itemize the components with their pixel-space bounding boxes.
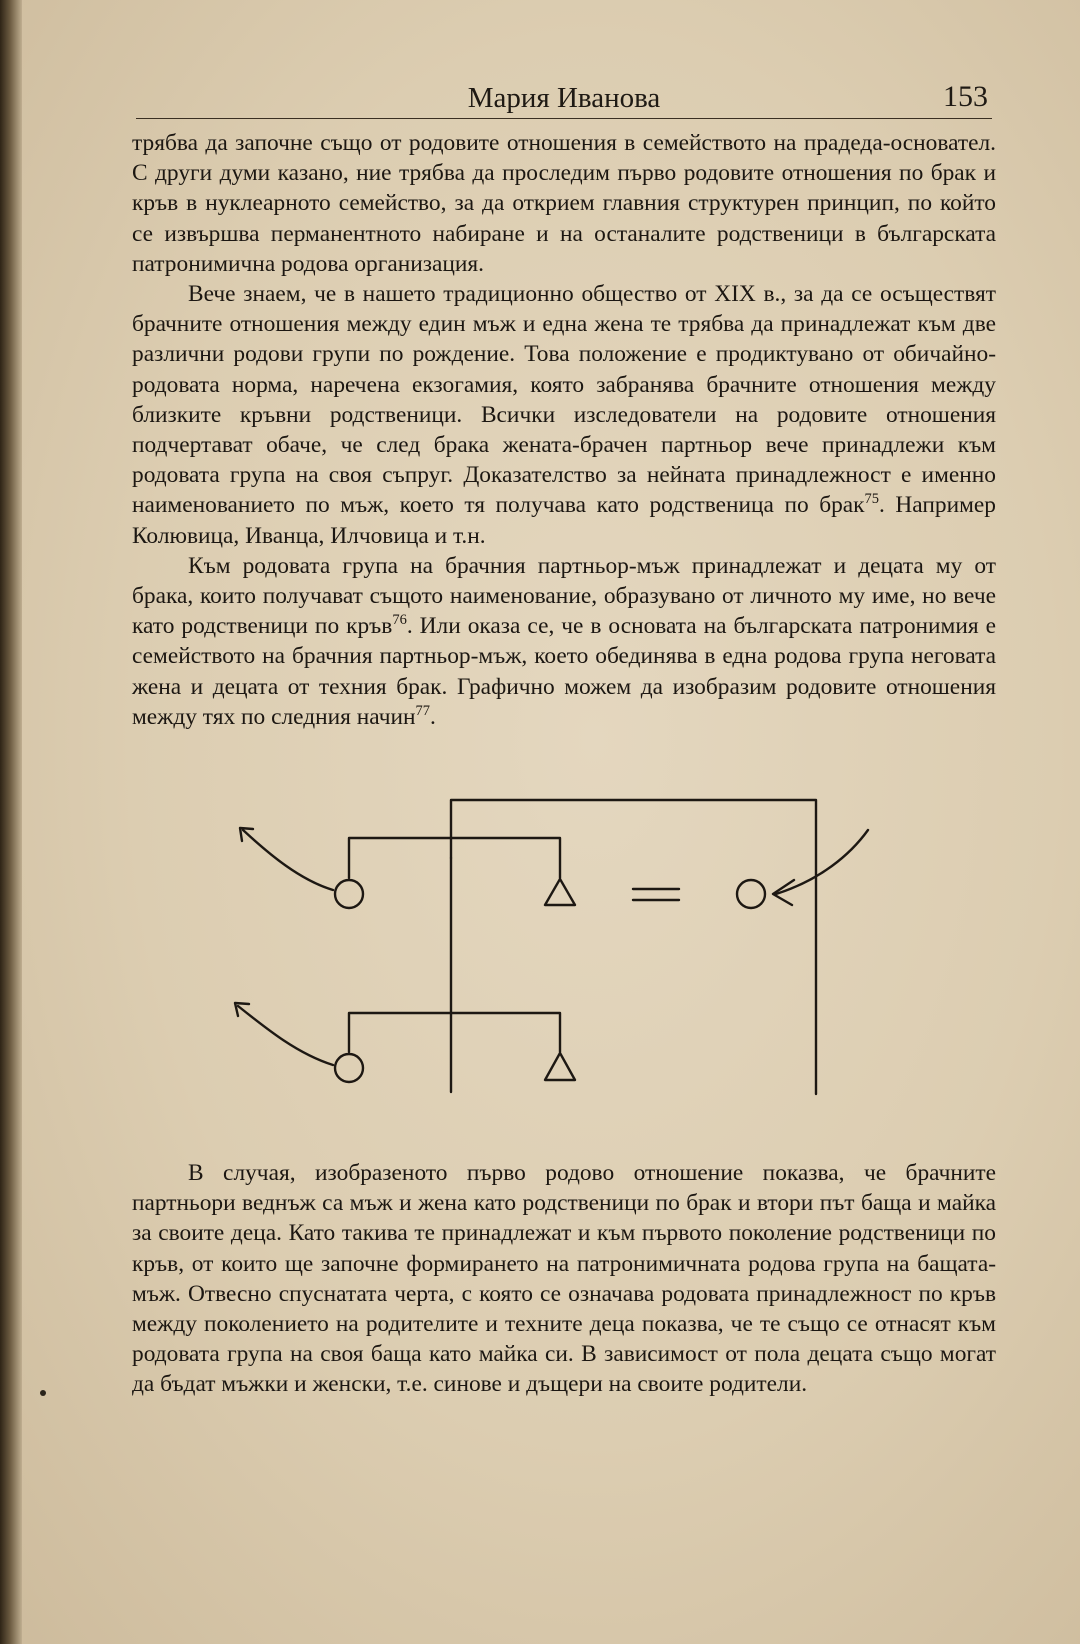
page-number: 153: [943, 80, 988, 113]
footnote-ref: 75: [864, 491, 880, 508]
paragraph-text: Вече знаем, че в нашето традиционно общество от XIX в., за да се осъществят брачните отношения между един мъж и една жена те трябва да принадлежат към две различни родови групи по рождение. Това положение е продиктувано от обичайно-родовата норма, наречена екзогамия, която забранява брачните отношения между близките кръвни родственици. Всички изследователи на родовите отношения подчертават обаче, че след брака жената-брачен партньор вече принадлежи към родовата група на своя съпруг. Доказателство за нейната принадлежност е именно наименованието по мъж, което тя получава като родственица по брак: [132, 281, 996, 519]
arrows: [235, 828, 868, 1065]
sibling-line-upper: [349, 838, 560, 878]
incoming-arrow-icon: [776, 830, 868, 894]
marriage-sign: [633, 889, 679, 900]
paragraph-text: .: [430, 703, 436, 730]
body-text-lower: [132, 1158, 996, 1400]
upper-generation: [335, 879, 765, 908]
footnote-ref: 76: [392, 612, 407, 629]
running-head: Мария Иванова: [467, 82, 661, 114]
lower-generation: [335, 1053, 575, 1082]
female-circle-icon: [335, 880, 363, 908]
paragraph-text: Към родовата група на брачния партньор-мъж принадлежат и децата му от брака, които получават същото наименование, образувано от личното му име, но вече като родственици по кръв: [132, 552, 996, 640]
paragraph-text: . Например Колювица, Иванца, Илчовица и т.н.: [132, 492, 996, 549]
ink-speck: [40, 1390, 46, 1396]
top-bracket-line: [451, 800, 816, 1094]
paragraph-text: . Или оказа се, че в основата на българската патронимия е семейството на брачния партньор-мъж, което обединява в една родова група неговата жена и децата от техния брак. Графично можем да изобразим родовите отношения между тях по следния начин: [132, 613, 996, 730]
son-triangle-icon: [545, 1053, 575, 1080]
paragraph-continued: трябва да започне също от родовите отношения в семейството на прадеда-основател. С други думи казано, ние трябва да проследим първо родовите отношения по брак и кръв в нуклеарното семейство, за да открием главния структурен принцип, по който се извършва перманентното набиране и на останалите родственици в българската патронимична родова организация.: [132, 130, 996, 277]
sibling-line-lower: [349, 1013, 560, 1052]
footnote-ref: 77: [415, 703, 430, 720]
outgoing-arrow-lower-icon: [238, 1006, 333, 1065]
daughter-circle-icon: [335, 1054, 363, 1082]
paragraph-explanation: В случая, изобразеното първо родово отношение показва, че брачните партньори веднъж са мъж и жена като родственици по брак и втори път баща и майка за своите деца. Като такива те принадлежат и към първото поколение родственици по кръв, от които ще започне формирането на патронимичната родова група на бащата-мъж. Отвесно спуснатата черта, с която се означава родовата принадлежност по кръв между поколението на родителите и техните деца показва, че те също се отнасят към родовата група на своя баща като майка си. В зависимост от пола децата също могат да бъдат мъжки и женски, т.е. синове и дъщери на своите родители.: [132, 1160, 996, 1398]
male-triangle-icon: [545, 879, 575, 905]
outgoing-arrow-upper-icon: [243, 830, 333, 890]
female-spouse-circle-icon: [737, 880, 765, 908]
descent-lines: [349, 800, 816, 1094]
